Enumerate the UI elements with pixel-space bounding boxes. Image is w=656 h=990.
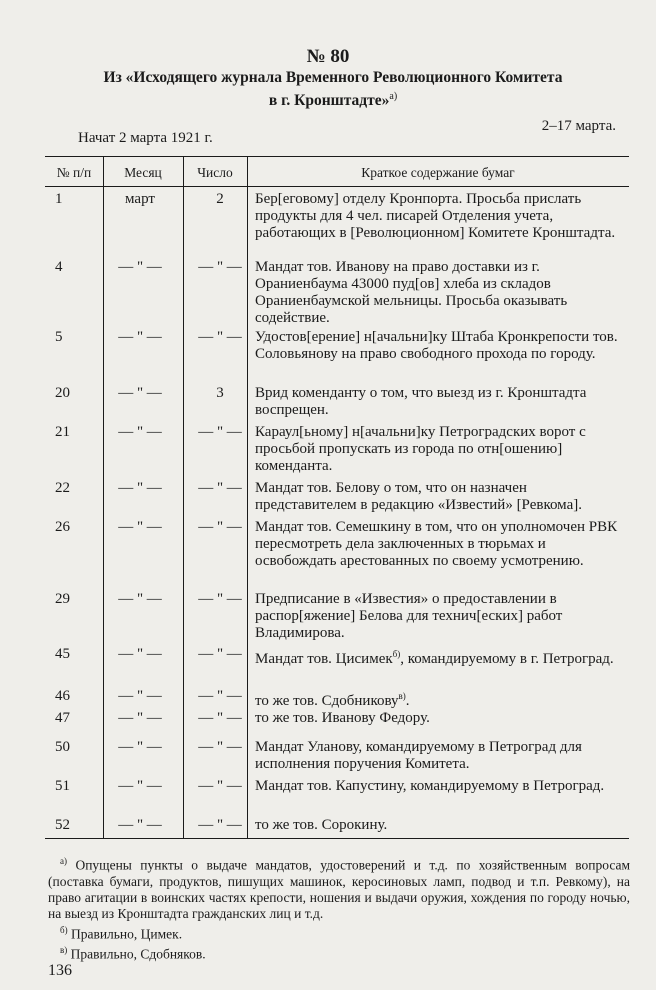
- row-text: Караул[ьному] н[ачальни]ку Петроградских ворот с просьбой пропускать из города по отн[ошению] коменданта.: [255, 424, 586, 474]
- footnote-item: [48, 853, 630, 922]
- column-divider: [103, 156, 104, 838]
- row-day: 2: [216, 191, 224, 207]
- footnote-ref: в): [398, 691, 406, 701]
- title-line-2: в г. Кронштадте»: [268, 92, 390, 110]
- row-text: Мандат Уланову, командируемому в Петроград для исполнения поручения Комитета.: [255, 739, 582, 772]
- row-text: Мандат тов. Капустину, командируемому в Петроград.: [255, 778, 605, 794]
- column-divider: [183, 156, 184, 838]
- row-day: — " —: [198, 710, 242, 726]
- row-num: 22: [55, 480, 70, 496]
- table-bottom-border: [45, 838, 629, 839]
- row-month: — " —: [118, 710, 162, 726]
- row-text: Бер[еговому] отделу Кронпорта. Просьба прислать продукты для 4 чел. писарей Отделения учета, работающих в [Революционном] Комитете Кронштадта.: [255, 191, 616, 241]
- table-top-border: [45, 156, 629, 157]
- title-footnote-mark: а): [389, 91, 398, 102]
- row-num: 5: [55, 329, 63, 345]
- title-line-2-wrap: [70, 87, 596, 110]
- row-num: 20: [55, 385, 70, 401]
- row-month: — " —: [118, 646, 162, 662]
- footnote-mark: а): [60, 856, 67, 866]
- footnote-mark: б): [60, 924, 68, 935]
- table-header-border: [45, 186, 629, 187]
- row-day: — " —: [198, 519, 242, 535]
- row-day: — " —: [198, 739, 242, 755]
- row-num: 52: [55, 817, 70, 833]
- row-month: — " —: [118, 519, 162, 535]
- row-text-rest: , командируемому в г. Петроград.: [400, 651, 614, 667]
- row-text: то же тов. Иванову Федору.: [255, 710, 430, 726]
- row-day: — " —: [198, 778, 242, 794]
- row-day: — " —: [198, 424, 242, 440]
- footnote-item: [48, 922, 630, 943]
- row-day: — " —: [198, 329, 242, 345]
- row-day: — " —: [198, 817, 242, 833]
- row-num: 45: [55, 646, 70, 662]
- row-day: 3: [216, 385, 224, 401]
- row-day: — " —: [198, 591, 242, 607]
- row-month: — " —: [118, 688, 162, 704]
- row-text: [255, 646, 625, 668]
- document-number: № 80: [306, 46, 350, 67]
- row-text: Мандат тов. Белову о том, что он назначен представителем в редакцию «Известий» [Ревкома].: [255, 480, 582, 513]
- row-num: 21: [55, 424, 70, 440]
- footnote-text: Правильно, Сдобняков.: [70, 946, 206, 962]
- row-day: — " —: [198, 480, 242, 496]
- row-month: — " —: [118, 778, 162, 794]
- row-num: 29: [55, 591, 70, 607]
- row-month: — " —: [118, 591, 162, 607]
- row-day: — " —: [198, 688, 242, 704]
- row-month: март: [125, 191, 155, 207]
- row-num: 1: [55, 191, 63, 207]
- date-range: 2–17 марта.: [541, 118, 616, 134]
- row-num: 50: [55, 739, 70, 755]
- header-content: Краткое содержание бумаг: [361, 165, 515, 180]
- row-month: — " —: [118, 259, 162, 275]
- row-month: — " —: [118, 424, 162, 440]
- row-day: — " —: [198, 259, 242, 275]
- row-num: 4: [55, 259, 63, 275]
- row-text-main: то же тов. Сдобникову: [255, 693, 399, 709]
- row-day: — " —: [198, 646, 242, 662]
- row-month: — " —: [118, 480, 162, 496]
- footnote-ref: б): [392, 649, 401, 659]
- row-text: [255, 688, 625, 710]
- footnotes: [48, 853, 630, 963]
- footnote-text: Правильно, Цимек.: [70, 926, 183, 941]
- header-num: № п/п: [56, 165, 92, 180]
- row-month: — " —: [118, 739, 162, 755]
- row-text: Мандат тов. Семешкину в том, что он уполномочен РВК пересмотреть дела заключенных в тюрьмах и освобождать арестованных по своему усмотрению.: [255, 519, 618, 569]
- header-month: Месяц: [124, 165, 162, 180]
- row-num: 47: [55, 710, 70, 726]
- page-number: 136: [48, 962, 72, 979]
- row-text: Предписание в «Известия» о предоставлении в распор[яжение] Белова для технич[еских] работ Владимирова.: [255, 591, 563, 641]
- row-text: Удостов[ерение] н[ачальни]ку Штаба Кронкрепости тов. Соловьянову на право свободного прохода по городу.: [255, 329, 618, 362]
- start-date: Начат 2 марта 1921 г.: [78, 130, 213, 146]
- header-day: Число: [197, 165, 233, 180]
- row-month: — " —: [118, 329, 162, 345]
- row-text-main: Мандат тов. Цисимек: [255, 651, 393, 667]
- row-text-rest: .: [405, 693, 410, 709]
- row-num: 26: [55, 519, 70, 535]
- row-num: 46: [55, 688, 70, 704]
- footnote-item: [48, 942, 630, 963]
- title-line-1: Из «Исходящего журнала Временного Революционного Комитета: [103, 69, 563, 86]
- row-month: — " —: [118, 385, 162, 401]
- footnote-mark: в): [60, 945, 68, 955]
- row-text: то же тов. Сорокину.: [255, 817, 388, 833]
- row-month: — " —: [118, 817, 162, 833]
- row-num: 51: [55, 778, 70, 794]
- footnote-text: Опущены пункты о выдаче мандатов, удостоверений и т.д. по хозяйственным вопросам (поставка бумаги, продуктов, пишущих машинок, керосиновых ламп, подвод и т.п. Ревкому), на право агитации в воинских частях крепости, ношения и выдачи оружия, хождения по городу ночью, на выезд из Кронштадта гражданских лиц и т.д.: [48, 857, 631, 921]
- document-title: [70, 68, 596, 110]
- row-text: Врид коменданту о том, что выезд из г. Кронштадта воспрещен.: [255, 385, 587, 418]
- row-text: Мандат тов. Иванову на право доставки из г. Ораниенбаума 43000 пуд[ов] хлеба из складов Ораниенбаумской мельницы. Просьба оказывать содействие.: [255, 259, 568, 326]
